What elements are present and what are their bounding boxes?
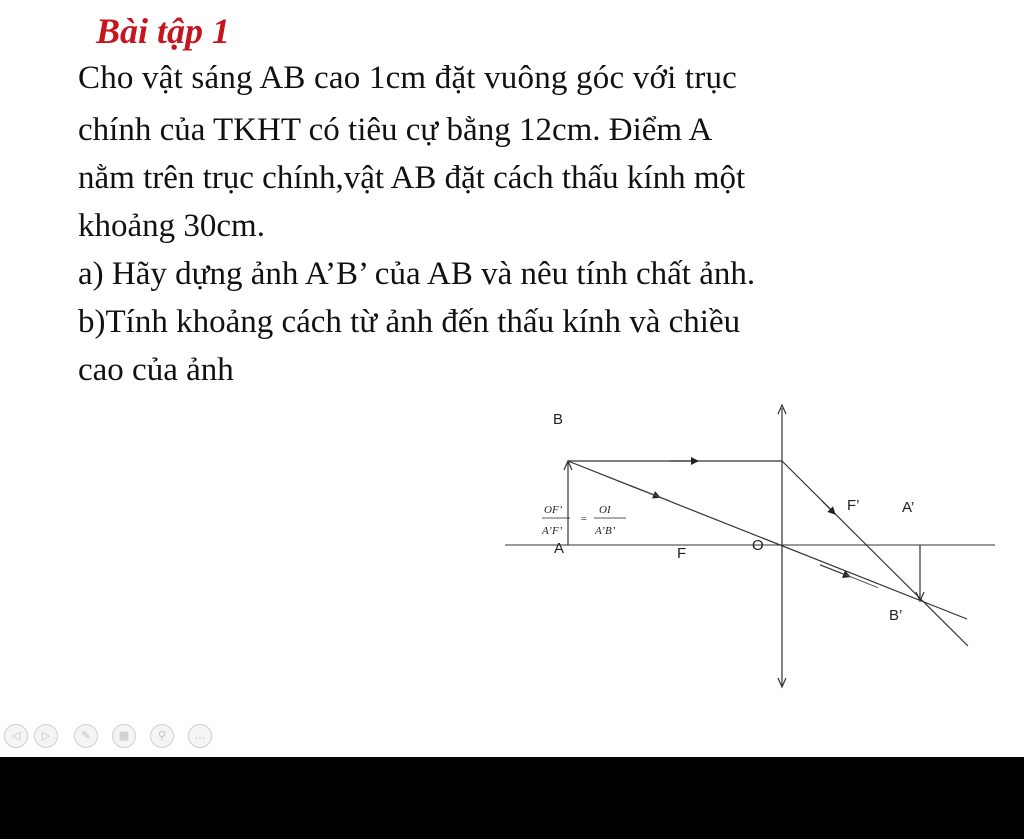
problem-line-4: khoảng 30cm. bbox=[78, 208, 265, 244]
problem-line-2: chính của TKHT có tiêu cự bằng 12cm. Điểm A bbox=[78, 112, 713, 148]
label-f: F bbox=[677, 545, 687, 562]
formula-den-left: A’F’ bbox=[542, 525, 563, 537]
label-b-prime: B’ bbox=[889, 607, 903, 624]
problem-line-1: Cho vật sáng AB cao 1cm đặt vuông góc với trục bbox=[78, 60, 738, 96]
label-a: A bbox=[554, 540, 565, 557]
more-options-icon[interactable]: … bbox=[188, 724, 212, 748]
ratio-formula bbox=[541, 504, 626, 537]
formula-num-left: OF’ bbox=[544, 504, 563, 516]
prev-slide-icon[interactable]: ◁ bbox=[4, 724, 28, 748]
label-o: O bbox=[752, 537, 764, 554]
formula-den-right: A’B’ bbox=[595, 525, 616, 537]
ray-diagram bbox=[500, 400, 1000, 695]
exercise-title: Bài tập 1 bbox=[96, 11, 231, 51]
formula-equals: = bbox=[580, 513, 588, 525]
label-b: B bbox=[553, 411, 564, 428]
zoom-icon[interactable]: ⚲ bbox=[150, 724, 174, 748]
ray-center-trace-2 bbox=[845, 575, 878, 588]
question-a: a) Hãy dựng ảnh A’B’ của AB và nêu tính chất ảnh. bbox=[78, 256, 756, 292]
label-a-prime: A’ bbox=[902, 499, 915, 516]
ray-refracted-arrow bbox=[822, 501, 835, 514]
label-f-prime: F’ bbox=[847, 497, 860, 514]
black-letterbox-bar bbox=[0, 757, 1024, 839]
problem-line-3: nằm trên trục chính,vật AB đặt cách thấu kính một bbox=[78, 160, 746, 196]
question-b-continued: cao của ảnh bbox=[78, 352, 234, 388]
question-b: b)Tính khoảng cách từ ảnh đến thấu kính và chiều bbox=[78, 304, 741, 340]
ray-center bbox=[568, 461, 967, 619]
formula-num-right: OI bbox=[599, 504, 611, 516]
ray-center-trace bbox=[642, 490, 670, 501]
pen-icon[interactable]: ✎ bbox=[74, 724, 98, 748]
ray-refracted bbox=[782, 461, 968, 646]
play-icon[interactable]: ▷ bbox=[34, 724, 58, 748]
slides-grid-icon[interactable]: ▦ bbox=[112, 724, 136, 748]
